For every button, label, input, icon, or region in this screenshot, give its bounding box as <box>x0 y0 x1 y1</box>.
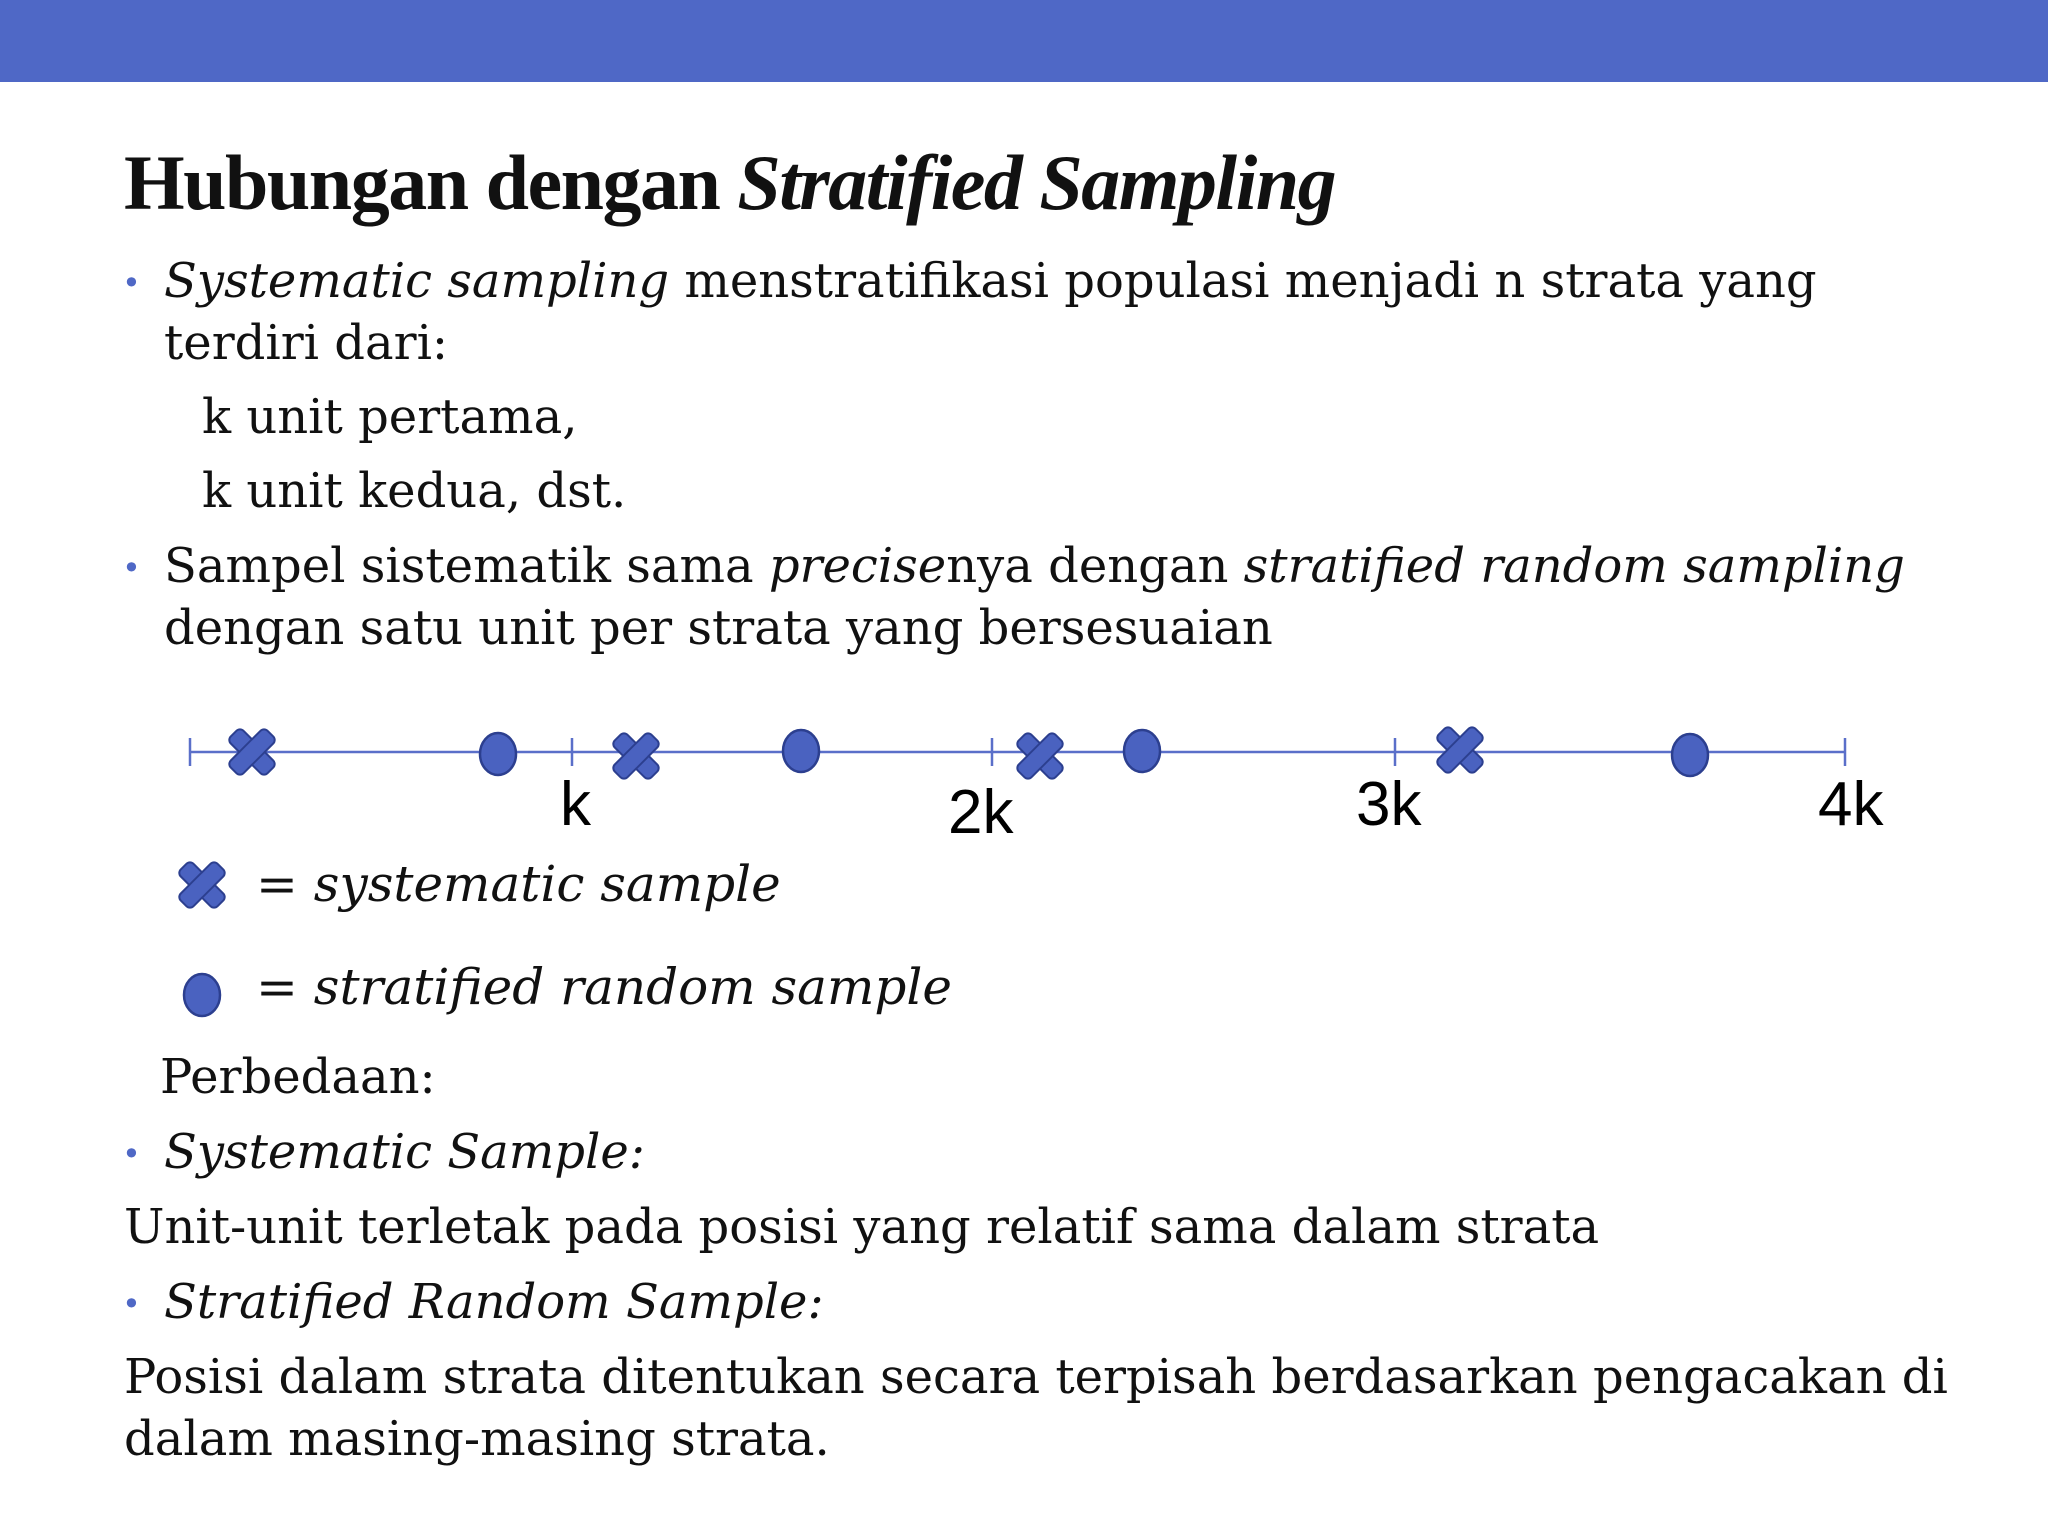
systematic-sample-title: Systematic Sample: <box>164 1124 645 1180</box>
systematic-sample-cross-icon <box>599 719 673 793</box>
systematic-sample-cross-icon <box>1423 713 1497 787</box>
bullet1-italic: Systematic sampling <box>164 253 670 309</box>
tick-label-k: k <box>560 770 591 839</box>
bullet2-part1: Sampel sistematik sama <box>164 538 769 594</box>
bullet-dot-icon: • <box>122 1285 141 1323</box>
bullet1-line2: terdiri dari: <box>164 315 449 371</box>
stratified-sample-circle-icon <box>783 730 819 772</box>
stratified-sample-title: Stratified Random Sample: <box>164 1274 824 1330</box>
tick-label-4k: 4k <box>1818 770 1884 839</box>
bullet2-italic1: precise <box>768 538 947 594</box>
stratified-sample-circle-icon <box>480 733 516 775</box>
bullet2-part2: nya dengan <box>946 538 1244 594</box>
bullet1-sub2: k unit kedua, dst. <box>202 463 627 519</box>
tick-label-3k: 3k <box>1356 770 1422 839</box>
bullet-dot-icon: • <box>122 1135 141 1173</box>
systematic-sample-desc: Unit-unit terletak pada posisi yang relatif sama dalam strata <box>124 1199 1600 1255</box>
systematic-sample-cross-icon <box>1003 719 1077 793</box>
title-plain: Hubungan dengan <box>124 139 738 226</box>
legend-systematic-label: = systematic sample <box>256 855 781 913</box>
title-italic: Stratified Sampling <box>737 139 1336 226</box>
bullet2-line2: dengan satu unit per strata yang bersesuaian <box>164 600 1273 656</box>
differences-heading: Perbedaan: <box>160 1049 436 1105</box>
bullet-dot-icon: • <box>122 549 141 587</box>
bullet-dot-icon: • <box>122 264 141 302</box>
stratified-sample-circle-icon <box>1124 730 1160 772</box>
legend-stratified-label: = stratified random sample <box>256 958 952 1016</box>
tick-label-2k: 2k <box>948 778 1014 847</box>
stratified-sample-circle-icon <box>1672 734 1708 776</box>
stratified-sample-desc-line1: Posisi dalam strata ditentukan secara terpisah berdasarkan pengacakan di <box>124 1349 1948 1405</box>
legend-circle-marker-icon <box>184 974 220 1016</box>
legend-cross-marker-icon <box>165 848 239 922</box>
bullet1-rest: menstratifikasi populasi menjadi n strata yang <box>669 253 1817 309</box>
bullet2-italic2: stratified random sampling <box>1243 538 1905 594</box>
bullet1-sub1: k unit pertama, <box>202 389 578 445</box>
stratified-sample-desc-line2: dalam masing-masing strata. <box>124 1411 830 1467</box>
